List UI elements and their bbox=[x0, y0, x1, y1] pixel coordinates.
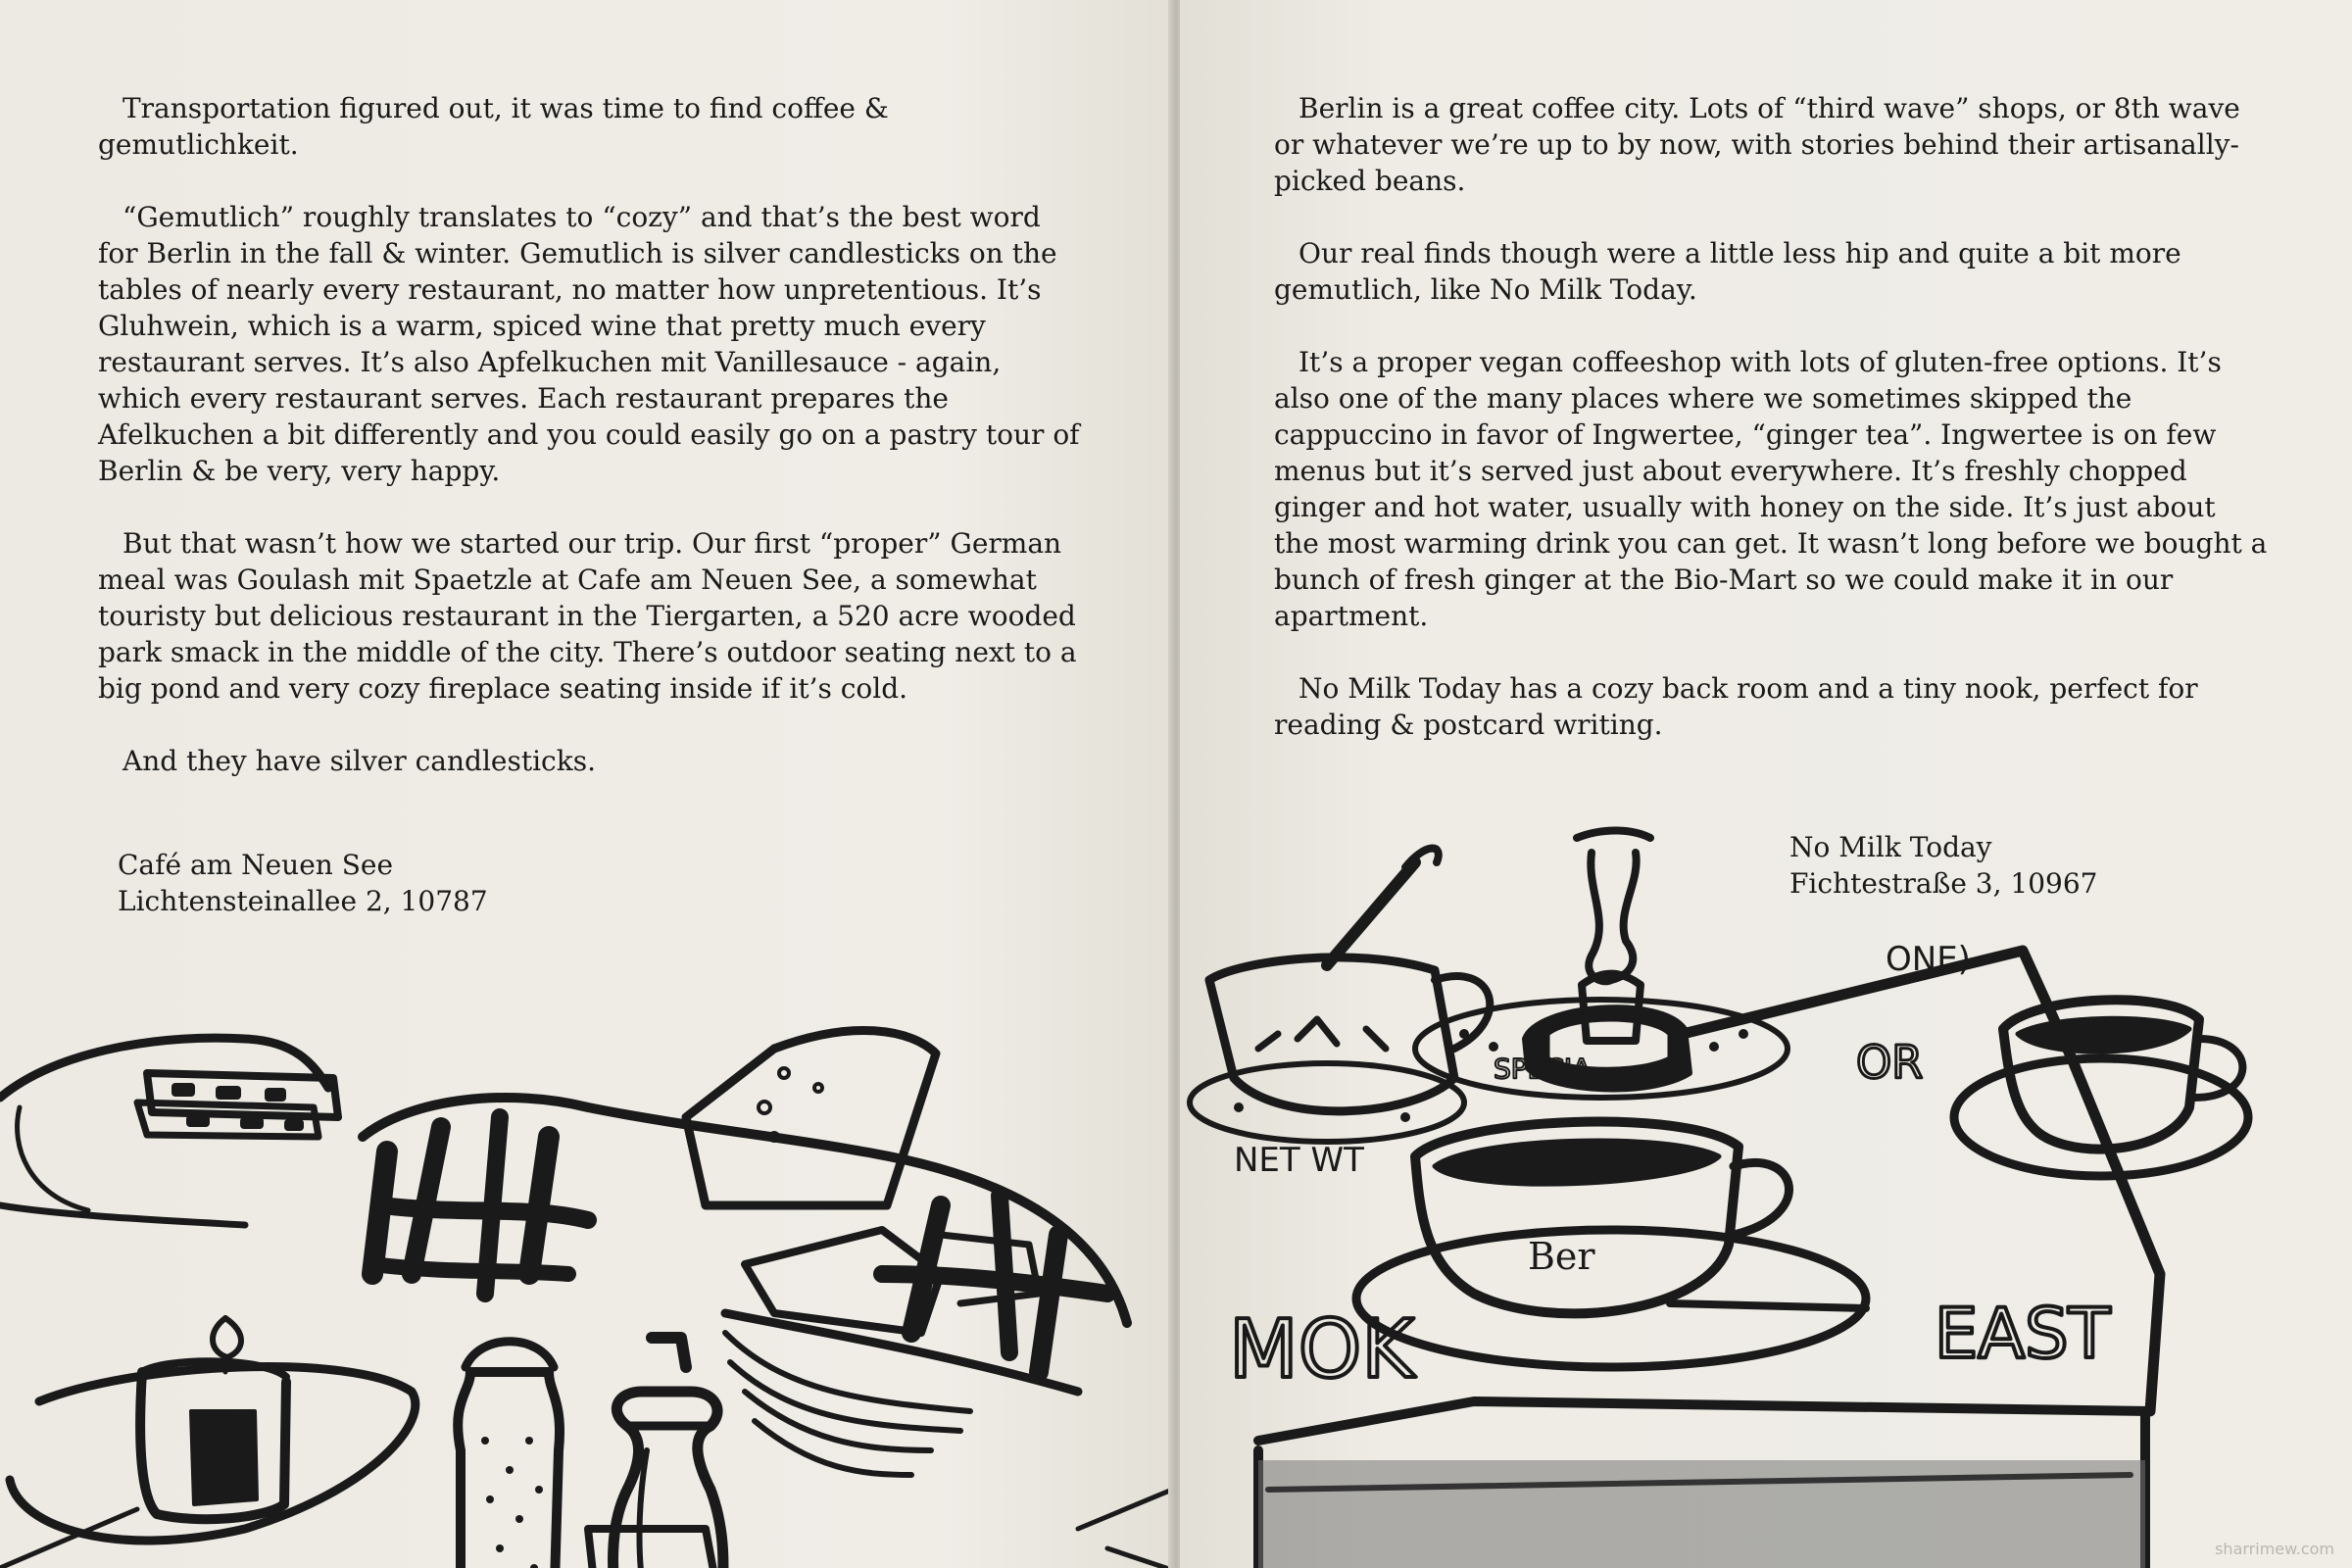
cafe-name: Café am Neuen See bbox=[118, 849, 394, 881]
cup-logo: Ber bbox=[1528, 1235, 1595, 1278]
east-label: EAST bbox=[1935, 1294, 2111, 1374]
paragraph: It’s a proper vegan coffeeshop with lots of gluten-free options. It’s also one of the many places where we sometimes skipped the cappuccino in favor of Ingwertee, “ginger tea”. Ingwertee is on few menus but it’s served just about everywhere. It’s freshly chopped ginger and hot water, usually with honey on the side. It’s just about the most warming drink you can get. It wasn’t long before we bought a bunch of fresh ginger at the Bio-Mart so we could make it in our apartment. bbox=[1274, 346, 2268, 632]
paragraph: Transportation figured out, it was time to find coffee & gemutlichkeit. bbox=[98, 92, 889, 161]
special-label: SPECIA bbox=[1494, 1053, 1592, 1085]
cafe-address: Fichtestraße 3, 10967 bbox=[1789, 867, 2098, 900]
paragraph: Our real finds though were a little less hip and quite a bit more gemutlich, like No Milk Today. bbox=[1274, 237, 2181, 306]
left-page bbox=[0, 0, 1172, 1568]
right-page-text bbox=[1274, 90, 2269, 743]
mok-label: MOK bbox=[1229, 1303, 1415, 1396]
left-caption bbox=[118, 847, 488, 919]
paragraph: But that wasn’t how we started our trip. Our first “proper” German meal was Goulash mit Spaetzle at Cafe am Neuen See, a somewhat touristy but delicious restaurant in the Tiergarten, a 520 acre wooded park smack in the middle of the city. There’s outdoor seating next to a big pond and very cozy fireplace seating inside if it’s cold. bbox=[98, 527, 1077, 705]
watermark: sharrimew.com bbox=[2215, 1540, 2334, 1558]
cafe-address: Lichtensteinallee 2, 10787 bbox=[118, 885, 488, 917]
cafe-table-illustration bbox=[0, 980, 1172, 1568]
paragraph: “Gemutlich” roughly translates to “cozy” and that’s the best word for Berlin in the fall & winter. Gemutlich is silver candlesticks on the tables of nearly every restaurant, no matter how unpretentious. It’s Gluhwein, which is a warm, spiced wine that pretty much every restaurant serves. It’s also Apfelkuchen mit Vanillesauce - again, which every restaurant serves. Each restaurant prepares the Afelkuchen a bit differently and you could easily go on a pastry tour of Berlin & be very, very happy. bbox=[98, 201, 1080, 487]
cafe-name: No Milk Today bbox=[1789, 831, 1992, 863]
coffeeshop-table-illustration bbox=[1180, 784, 2352, 1568]
one-label: ONE) bbox=[1886, 940, 1971, 979]
paragraph: No Milk Today has a cozy back room and a tiny nook, perfect for reading & postcard writing. bbox=[1274, 672, 2198, 741]
left-page-text bbox=[98, 90, 1083, 779]
paragraph: And they have silver candlesticks. bbox=[122, 745, 596, 777]
or-label: OR bbox=[1856, 1036, 1924, 1089]
net-wt-label: NET WT bbox=[1234, 1141, 1364, 1180]
paragraph: Berlin is a great coffee city. Lots of “third wave” shops, or 8th wave or whatever we’re up to by now, with stories behind their artisanally-picked beans. bbox=[1274, 92, 2240, 197]
right-page bbox=[1180, 0, 2352, 1568]
